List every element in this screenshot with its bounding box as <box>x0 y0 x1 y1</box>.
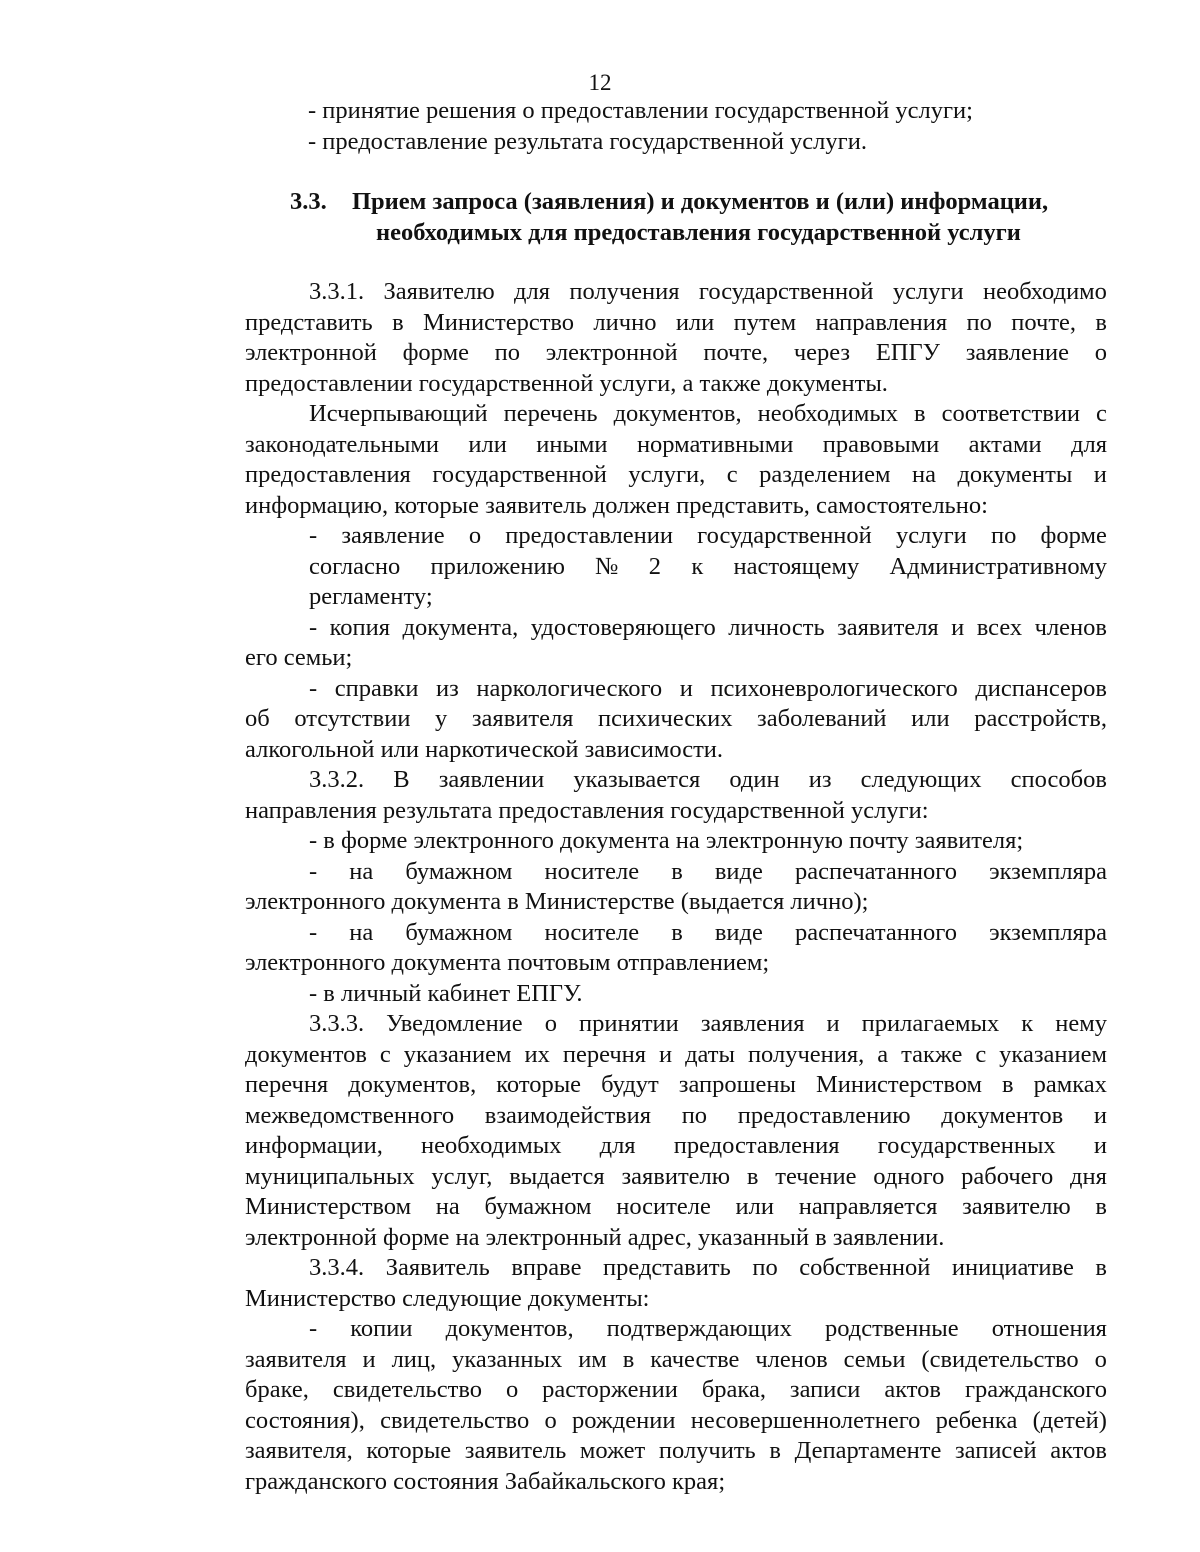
body-text <box>245 277 1107 1497</box>
paragraph-line: перечня документов, которые будут запрошены Министерством в рамках <box>245 1071 1107 1098</box>
list-item: электронного документа в Министерстве (выдается лично); <box>245 888 869 915</box>
section-heading <box>290 186 1110 248</box>
list-item: - справки из наркологического и психоневрологического диспансеров <box>309 674 1107 702</box>
paragraph-line: Исчерпывающий перечень документов, необходимых в соответствии с <box>309 400 1107 427</box>
page-number: 12 <box>588 70 612 95</box>
paragraph-line: 3.3.4. Заявитель вправе представить по собственной инициативе в <box>309 1254 1107 1281</box>
paragraph-line: Министерством на бумажном носителе или направляется заявителю в <box>245 1193 1107 1220</box>
top-list <box>308 96 1108 157</box>
paragraph-line: документов с указанием их перечня и даты получения, а также с указанием <box>245 1040 1107 1068</box>
list-item: - заявление о предоставлении государственной услуги по форме <box>309 522 1107 549</box>
list-item: его семьи; <box>245 644 353 671</box>
paragraph-line: законодательными или иными нормативными правовыми актами для <box>245 430 1107 458</box>
section-title-line2: необходимых для предоставления государственной услуги <box>376 219 1021 246</box>
paragraph-line: 3.3.1. Заявителю для получения государственной услуги необходимо <box>309 278 1107 305</box>
list-item: регламенту; <box>309 583 433 610</box>
list-item: - принятие решения о предоставлении государственной услуги; <box>308 97 973 124</box>
section-number: 3.3. <box>290 188 327 215</box>
paragraph-line: предоставления государственной услуги, с разделением на документы и <box>245 461 1107 488</box>
paragraph-line: электронной форме на электронный адрес, указанный в заявлении. <box>245 1223 945 1251</box>
list-item: браке, свидетельство о расторжении брака, записи актов гражданского <box>245 1376 1107 1403</box>
paragraph-line: представить в Министерство лично или путем направления по почте, в <box>245 308 1107 336</box>
paragraph-line: направления результата предоставления государственной услуги: <box>245 796 929 824</box>
paragraph-line: 3.3.2. В заявлении указывается один из следующих способов <box>309 766 1107 793</box>
list-item: - на бумажном носителе в виде распечатанного экземпляра <box>309 918 1107 946</box>
section-title-line1: Прием запроса (заявления) и документов и (или) информации, <box>352 188 1049 215</box>
list-item: заявителя и лиц, указанных им в качестве членов семьи (свидетельство о <box>245 1345 1107 1373</box>
paragraph-line: предоставлении государственной услуги, а также документы. <box>245 369 888 397</box>
list-item: - в личный кабинет ЕПГУ. <box>309 979 583 1007</box>
list-item: - предоставление результата государственной услуги. <box>308 127 867 155</box>
list-item: - копии документов, подтверждающих родственные отношения <box>309 1315 1107 1342</box>
list-item: - на бумажном носителе в виде распечатанного экземпляра <box>309 857 1107 885</box>
paragraph-line: муниципальных услуг, выдается заявителю в течение одного рабочего дня <box>245 1162 1107 1190</box>
list-item: заявителя, которые заявитель может получить в Департаменте записей актов <box>245 1437 1107 1464</box>
list-item: - в форме электронного документа на электронную почту заявителя; <box>309 827 1024 854</box>
paragraph-line: 3.3.3. Уведомление о принятии заявления и прилагаемых к нему <box>309 1010 1107 1037</box>
paragraph-line: Министерство следующие документы: <box>245 1284 650 1312</box>
paragraph-line: электронной форме по электронной почте, через ЕПГУ заявление о <box>245 339 1107 366</box>
list-item: об отсутствии у заявителя психических заболеваний или расстройств, <box>245 705 1107 732</box>
list-item: гражданского состояния Забайкальского края; <box>245 1467 726 1495</box>
paragraph-line: информации, необходимых для предоставления государственных и <box>245 1132 1107 1159</box>
paragraph-line: информацию, которые заявитель должен представить, самостоятельно: <box>245 491 988 519</box>
list-item: согласно приложению № 2 к настоящему Административному <box>309 552 1107 580</box>
list-item: - копия документа, удостоверяющего личность заявителя и всех членов <box>309 613 1107 641</box>
list-item: алкогольной или наркотической зависимости. <box>245 735 724 763</box>
paragraph-line: межведомственного взаимодействия по предоставлению документов и <box>245 1101 1107 1129</box>
list-item: электронного документа почтовым отправлением; <box>245 949 770 976</box>
list-item: состояния), свидетельство о рождении несовершеннолетнего ребенка (детей) <box>245 1406 1107 1434</box>
